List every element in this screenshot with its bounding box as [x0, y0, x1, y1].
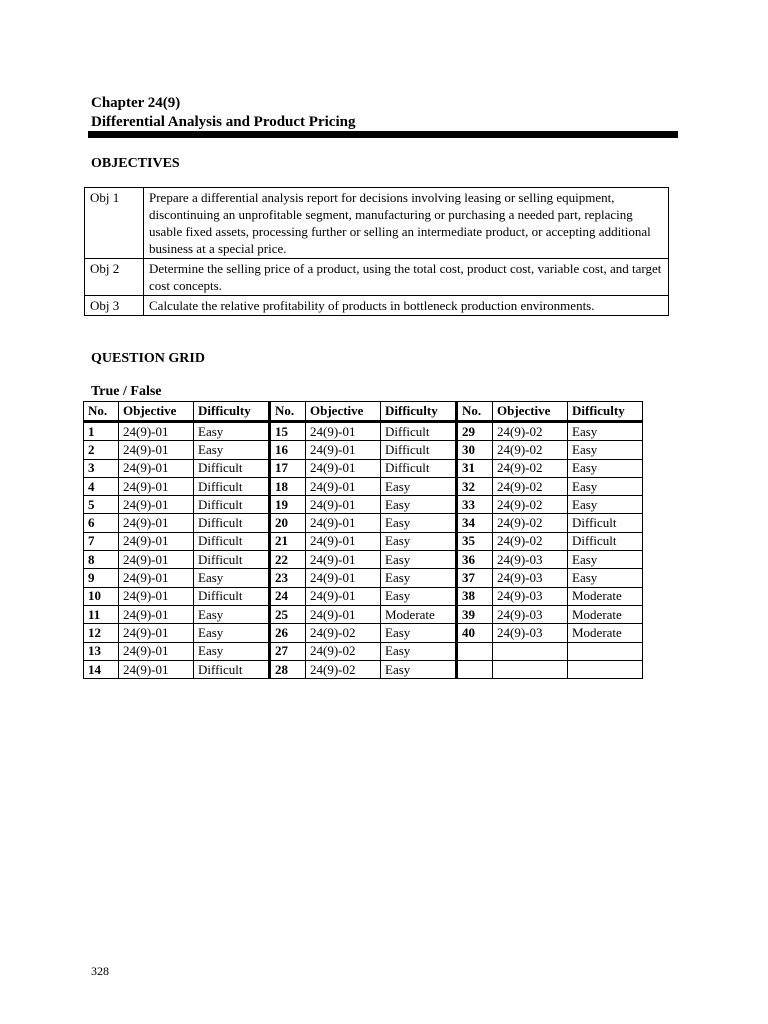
grid-row: [84, 477, 643, 495]
question-objective: 24(9)-02: [493, 459, 568, 477]
question-difficulty: Difficult: [194, 660, 270, 678]
question-difficulty: Difficult: [381, 441, 457, 459]
question-objective: 24(9)-01: [306, 532, 381, 550]
question-difficulty: Difficult: [194, 514, 270, 532]
question-objective: 24(9)-01: [119, 532, 194, 550]
question-objective: 24(9)-01: [306, 514, 381, 532]
question-number: 26: [270, 624, 306, 642]
question-number: 13: [84, 642, 119, 660]
question-number: 14: [84, 660, 119, 678]
objective-row: [85, 188, 669, 259]
question-difficulty: Easy: [381, 660, 457, 678]
grid-row: [84, 605, 643, 623]
objective-row: [85, 259, 669, 296]
question-difficulty: Easy: [381, 532, 457, 550]
grid-row: [84, 551, 643, 569]
grid-header-cell: No.: [270, 402, 306, 422]
question-number: 23: [270, 569, 306, 587]
question-objective: 24(9)-01: [119, 514, 194, 532]
question-number: 37: [457, 569, 493, 587]
objective-row: [85, 296, 669, 316]
objective-text: Prepare a differential analysis report for decisions involving leasing or selling equipment, discontinuing an unprofitable segment, manufacturing or purchasing a needed part, replacing usable fixed assets, processing further or selling an intermediate product, or accepting additional business at a special price.: [144, 188, 669, 259]
question-objective: 24(9)-01: [119, 441, 194, 459]
grid-header-cell: No.: [84, 402, 119, 422]
question-number: 9: [84, 569, 119, 587]
question-number: 6: [84, 514, 119, 532]
question-number: 30: [457, 441, 493, 459]
question-objective: 24(9)-01: [306, 551, 381, 569]
true-false-heading: True / False: [91, 384, 162, 399]
question-number: 31: [457, 459, 493, 477]
question-objective: 24(9)-01: [306, 477, 381, 495]
question-objective: 24(9)-02: [493, 422, 568, 441]
question-number: 29: [457, 422, 493, 441]
question-difficulty: Easy: [381, 587, 457, 605]
grid-header-cell: No.: [457, 402, 493, 422]
question-objective: [493, 642, 568, 660]
question-difficulty: Easy: [381, 496, 457, 514]
question-objective: 24(9)-01: [306, 496, 381, 514]
question-number: 28: [270, 660, 306, 678]
question-objective: 24(9)-03: [493, 587, 568, 605]
question-difficulty: Difficult: [568, 514, 643, 532]
question-number: 7: [84, 532, 119, 550]
question-objective: 24(9)-01: [119, 496, 194, 514]
page-number: 328: [91, 964, 109, 978]
question-objective: 24(9)-01: [306, 441, 381, 459]
question-difficulty: Easy: [194, 422, 270, 441]
question-objective: [493, 660, 568, 678]
question-number: 21: [270, 532, 306, 550]
question-objective: 24(9)-01: [306, 459, 381, 477]
question-number: 2: [84, 441, 119, 459]
question-number: 18: [270, 477, 306, 495]
question-difficulty: Difficult: [568, 532, 643, 550]
question-difficulty: Easy: [381, 624, 457, 642]
question-objective: 24(9)-03: [493, 551, 568, 569]
question-difficulty: Difficult: [381, 459, 457, 477]
grid-row: [84, 569, 643, 587]
question-objective: 24(9)-01: [306, 569, 381, 587]
question-objective: 24(9)-01: [119, 605, 194, 623]
question-number: 40: [457, 624, 493, 642]
question-objective: 24(9)-01: [119, 624, 194, 642]
question-difficulty: Easy: [194, 569, 270, 587]
grid-row: [84, 422, 643, 441]
question-number: 11: [84, 605, 119, 623]
question-difficulty: Difficult: [194, 551, 270, 569]
question-objective: 24(9)-02: [493, 477, 568, 495]
grid-row: [84, 459, 643, 477]
grid-row: [84, 624, 643, 642]
question-difficulty: Easy: [568, 496, 643, 514]
question-objective: 24(9)-01: [306, 587, 381, 605]
grid-row: [84, 496, 643, 514]
question-difficulty: Easy: [568, 551, 643, 569]
question-number: 12: [84, 624, 119, 642]
question-difficulty: Difficult: [194, 477, 270, 495]
question-number: 22: [270, 551, 306, 569]
question-difficulty: Easy: [568, 422, 643, 441]
question-number: 24: [270, 587, 306, 605]
grid-row: [84, 642, 643, 660]
question-objective: 24(9)-01: [119, 477, 194, 495]
grid-row: [84, 660, 643, 678]
question-difficulty: Difficult: [194, 587, 270, 605]
grid-row: [84, 514, 643, 532]
question-grid-table: [83, 401, 643, 679]
objective-text: Calculate the relative profitability of products in bottleneck production environments.: [144, 296, 669, 316]
title-rule: [88, 131, 678, 138]
question-objective: 24(9)-02: [306, 660, 381, 678]
grid-row: [84, 441, 643, 459]
objective-id: Obj 1: [85, 188, 144, 259]
question-objective: 24(9)-01: [306, 422, 381, 441]
objective-id: Obj 3: [85, 296, 144, 316]
question-objective: 24(9)-02: [493, 496, 568, 514]
question-number: [457, 642, 493, 660]
question-difficulty: Moderate: [568, 624, 643, 642]
question-objective: 24(9)-02: [306, 624, 381, 642]
question-number: 15: [270, 422, 306, 441]
question-difficulty: Difficult: [381, 422, 457, 441]
question-difficulty: Easy: [568, 477, 643, 495]
question-difficulty: Easy: [194, 642, 270, 660]
grid-row: [84, 587, 643, 605]
chapter-subtitle: Differential Analysis and Product Pricing: [91, 114, 356, 130]
question-difficulty: Easy: [568, 569, 643, 587]
objectives-heading: OBJECTIVES: [91, 156, 180, 171]
grid-header-cell: Difficulty: [194, 402, 270, 422]
grid-header-cell: Objective: [306, 402, 381, 422]
question-difficulty: Moderate: [568, 605, 643, 623]
question-objective: 24(9)-03: [493, 569, 568, 587]
question-difficulty: Easy: [381, 642, 457, 660]
question-objective: 24(9)-03: [493, 605, 568, 623]
question-number: 19: [270, 496, 306, 514]
question-difficulty: Easy: [194, 605, 270, 623]
grid-header-cell: Objective: [493, 402, 568, 422]
question-number: 32: [457, 477, 493, 495]
grid-header-cell: Difficulty: [381, 402, 457, 422]
question-number: 17: [270, 459, 306, 477]
question-objective: 24(9)-01: [119, 569, 194, 587]
question-difficulty: Easy: [568, 441, 643, 459]
question-difficulty: Easy: [381, 514, 457, 532]
question-difficulty: Moderate: [381, 605, 457, 623]
question-number: 27: [270, 642, 306, 660]
question-difficulty: Easy: [381, 569, 457, 587]
question-number: 35: [457, 532, 493, 550]
question-number: 39: [457, 605, 493, 623]
question-number: 38: [457, 587, 493, 605]
question-objective: 24(9)-02: [493, 514, 568, 532]
question-difficulty: Easy: [194, 624, 270, 642]
question-objective: 24(9)-02: [493, 532, 568, 550]
question-objective: 24(9)-01: [306, 605, 381, 623]
question-difficulty: Moderate: [568, 587, 643, 605]
question-difficulty: Difficult: [194, 532, 270, 550]
grid-header-cell: Difficulty: [568, 402, 643, 422]
question-objective: 24(9)-01: [119, 551, 194, 569]
question-number: 16: [270, 441, 306, 459]
question-number: 3: [84, 459, 119, 477]
question-grid-heading: QUESTION GRID: [91, 351, 205, 366]
objective-text: Determine the selling price of a product, using the total cost, product cost, variable cost, and target cost concepts.: [144, 259, 669, 296]
grid-header-cell: Objective: [119, 402, 194, 422]
question-objective: 24(9)-01: [119, 642, 194, 660]
question-number: 1: [84, 422, 119, 441]
question-objective: 24(9)-01: [119, 587, 194, 605]
question-difficulty: [568, 642, 643, 660]
question-objective: 24(9)-01: [119, 422, 194, 441]
question-objective: 24(9)-01: [119, 660, 194, 678]
question-number: 25: [270, 605, 306, 623]
question-objective: 24(9)-02: [306, 642, 381, 660]
question-number: 4: [84, 477, 119, 495]
question-number: 20: [270, 514, 306, 532]
question-difficulty: Easy: [381, 477, 457, 495]
question-difficulty: Easy: [194, 441, 270, 459]
objectives-table: [84, 187, 669, 316]
chapter-title: Chapter 24(9): [91, 95, 181, 111]
question-objective: 24(9)-01: [119, 459, 194, 477]
question-number: 33: [457, 496, 493, 514]
question-number: 34: [457, 514, 493, 532]
question-number: 8: [84, 551, 119, 569]
question-objective: 24(9)-02: [493, 441, 568, 459]
question-difficulty: Difficult: [194, 496, 270, 514]
grid-row: [84, 532, 643, 550]
objective-id: Obj 2: [85, 259, 144, 296]
question-number: 36: [457, 551, 493, 569]
question-number: 10: [84, 587, 119, 605]
question-difficulty: [568, 660, 643, 678]
question-objective: 24(9)-03: [493, 624, 568, 642]
question-difficulty: Difficult: [194, 459, 270, 477]
question-difficulty: Easy: [568, 459, 643, 477]
question-number: 5: [84, 496, 119, 514]
question-difficulty: Easy: [381, 551, 457, 569]
question-number: [457, 660, 493, 678]
